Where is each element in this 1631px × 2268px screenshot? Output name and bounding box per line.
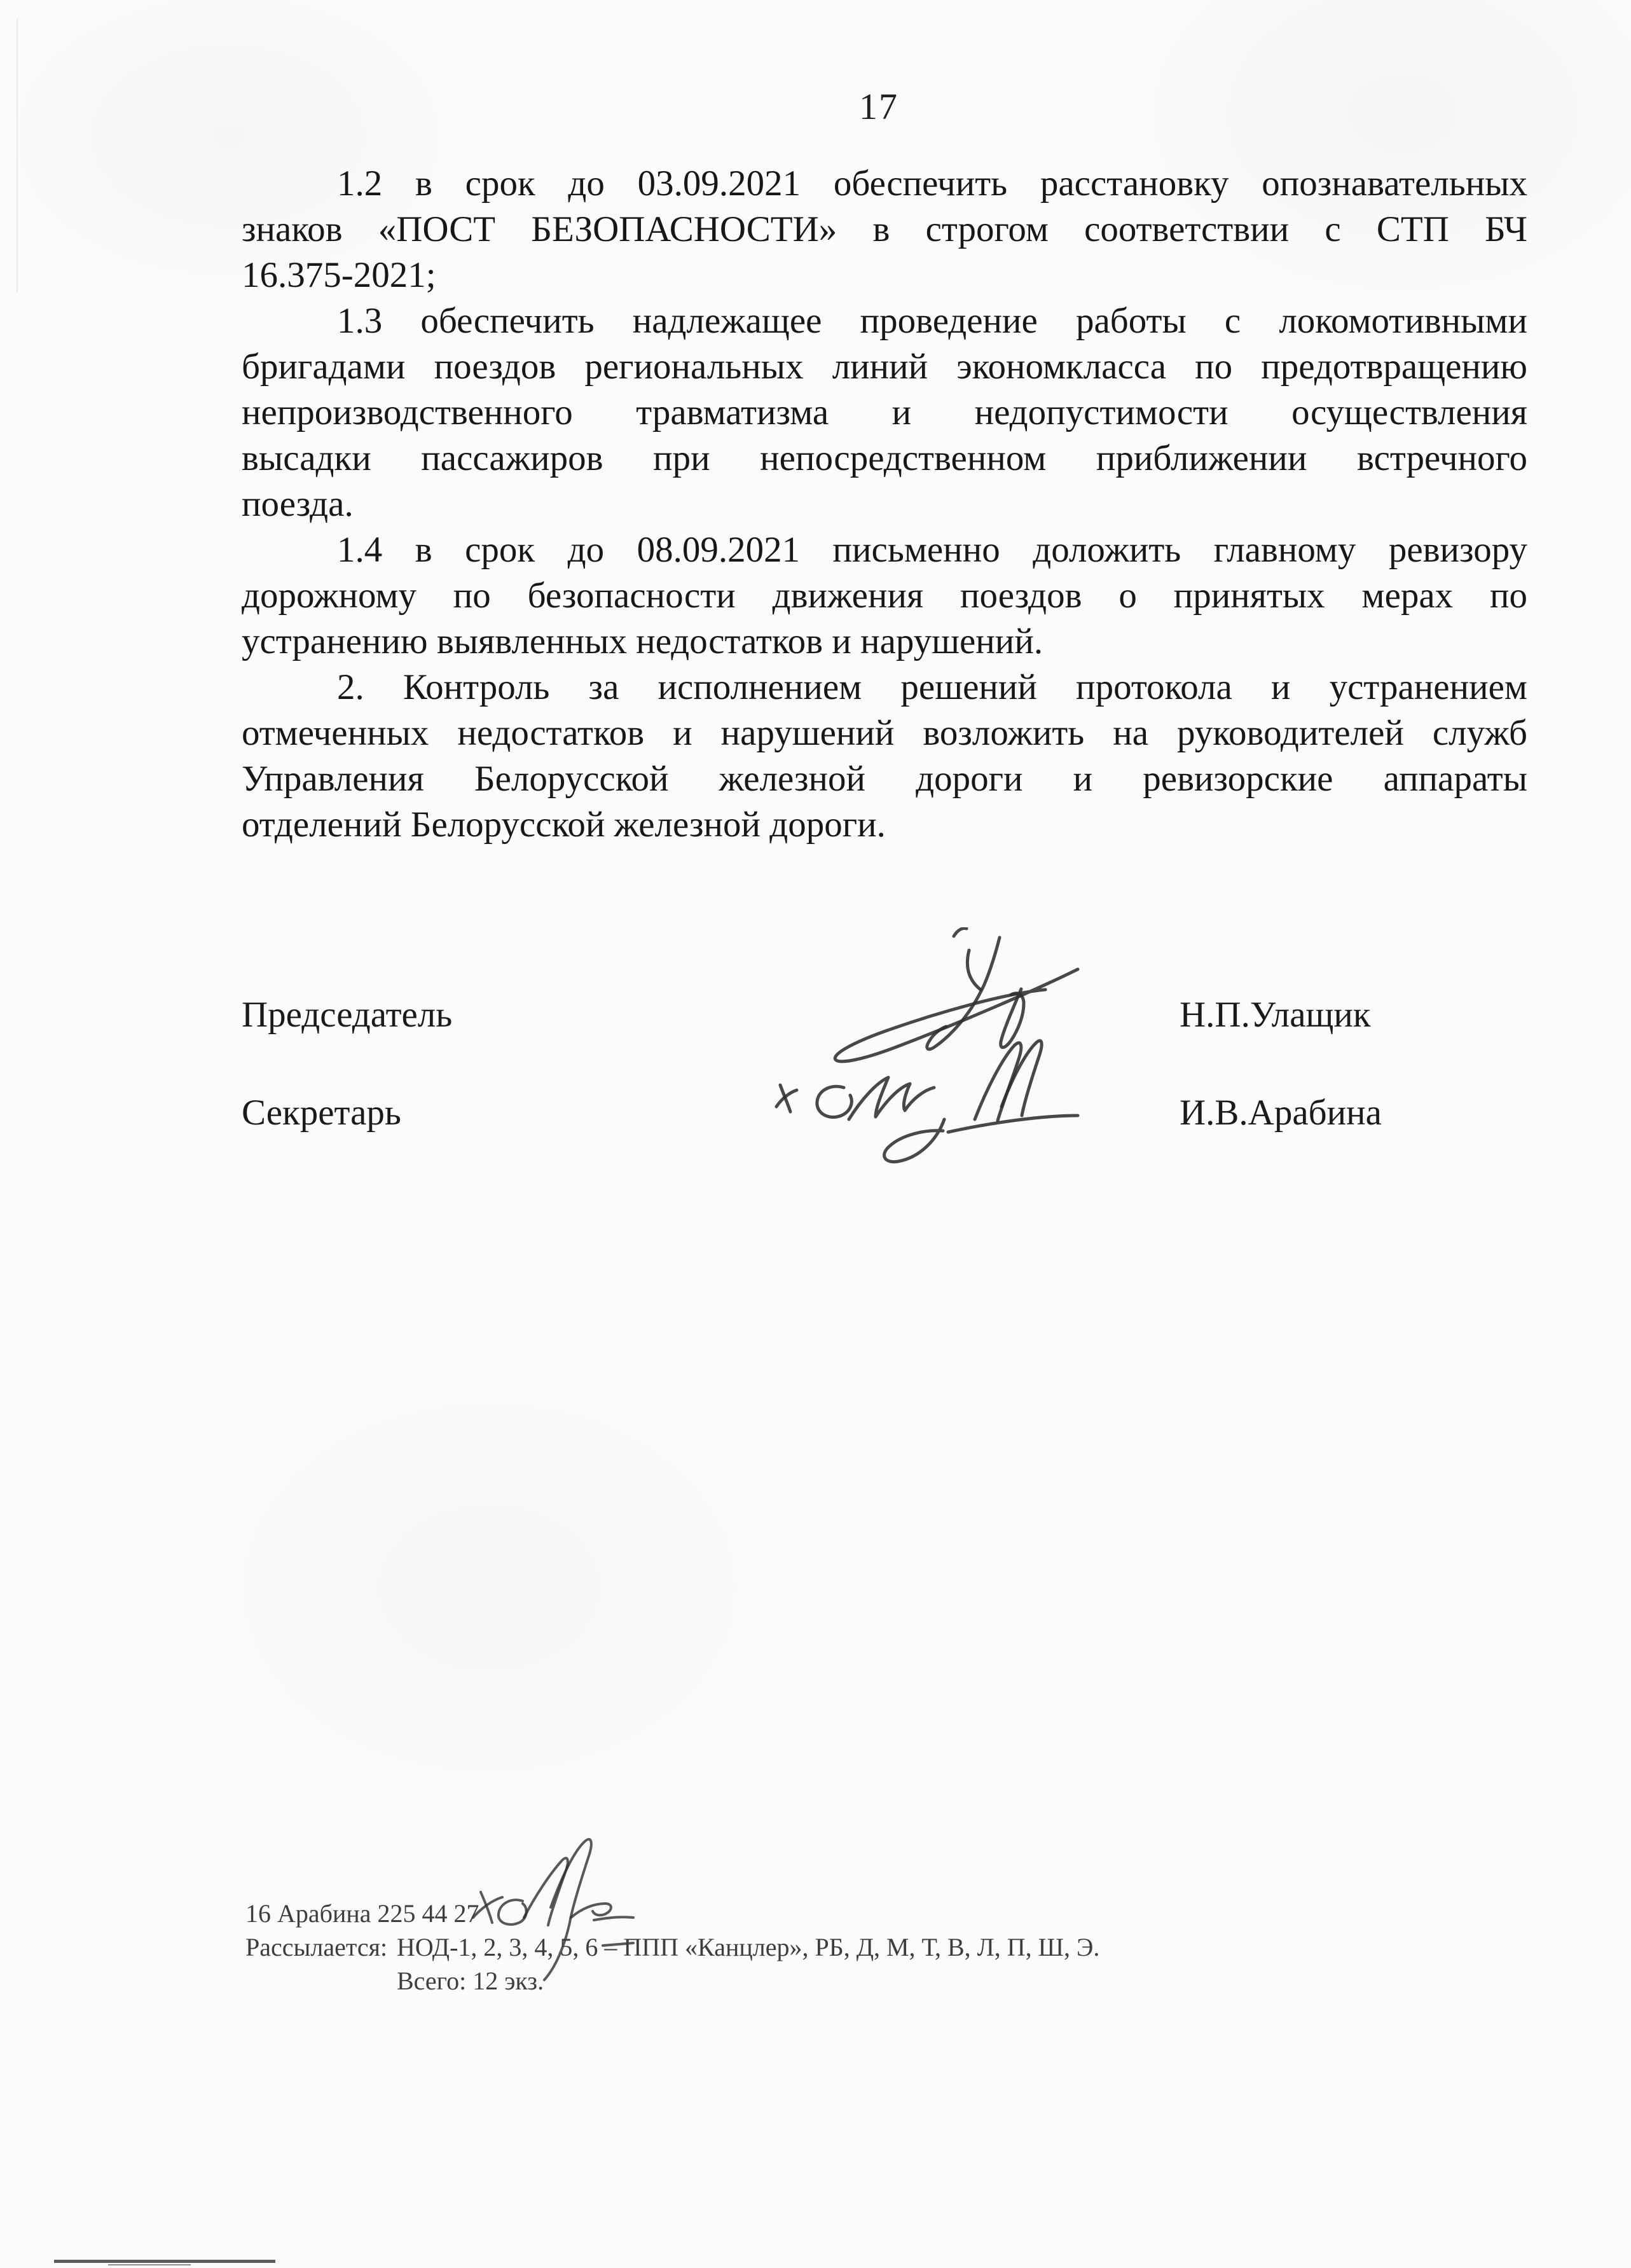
chairman-name: Н.П.Улащик — [1180, 995, 1371, 1035]
body-line: устранению выявленных недостатков и нарушений. — [242, 621, 1043, 661]
footer-reference — [245, 1898, 479, 1929]
page-number: 17 — [859, 86, 898, 127]
body-line: бригадами поездов региональных линий экономкласса по предотвращению — [242, 347, 1527, 387]
body-line: 1.2 в срок до 03.09.2021 обеспечить расстановку опознавательных — [337, 163, 1527, 204]
body-line: непроизводственного травматизма и недопустимости осуществления — [242, 392, 1527, 432]
scan-artifact-bottom-line-2 — [108, 2264, 191, 2265]
footer-reference-text: 16 Арабина 225 44 27 — [245, 1899, 479, 1928]
secretary-name: И.В.Арабина — [1180, 1093, 1382, 1133]
scan-artifact-left-line — [17, 19, 18, 293]
body-line: 2. Контроль за исполнением решений протокола и устранением — [337, 667, 1527, 707]
body-line: 16.375-2021; — [242, 255, 436, 295]
body-line: 1.4 в срок до 08.09.2021 письменно доложить главному ревизору — [337, 530, 1527, 570]
footer-copies — [245, 1966, 544, 1996]
body-line: Управления Белорусской железной дороги и ревизорские аппараты — [242, 759, 1527, 799]
body-line: 1.3 обеспечить надлежащее проведение работы с локомотивными — [337, 301, 1527, 341]
body-line: отделений Белорусской железной дороги. — [242, 805, 886, 845]
body-line: отмеченных недостатков и нарушений возложить на руководителей служб — [242, 713, 1527, 753]
scan-artifact-bottom-line — [54, 2260, 275, 2263]
secretary-signature-scribble — [773, 1023, 1084, 1175]
body-line: дорожному по безопасности движения поездов о принятых мерах по — [242, 576, 1527, 616]
body-line: знаков «ПОСТ БЕЗОПАСНОСТИ» в строгом соответствии с СТП БЧ — [242, 209, 1527, 249]
footer-distribution-label: Рассылается: — [245, 1933, 388, 1961]
body-line: высадки пассажиров при непосредственном приближении встречного — [242, 438, 1527, 478]
body-line: поезда. — [242, 484, 354, 524]
footer-distribution-list: НОД-1, 2, 3, 4, 5, 6 – ППП «Канцлер», РБ, Д, М, Т, В, Л, П, Ш, Э. — [397, 1933, 1100, 1961]
document-body — [242, 161, 1527, 848]
footer-distribution — [245, 1932, 1099, 1963]
secretary-role-label: Секретарь — [242, 1093, 401, 1133]
chairman-role-label: Председатель — [242, 995, 453, 1035]
footer-copies-text: Всего: 12 экз. — [397, 1967, 544, 1995]
